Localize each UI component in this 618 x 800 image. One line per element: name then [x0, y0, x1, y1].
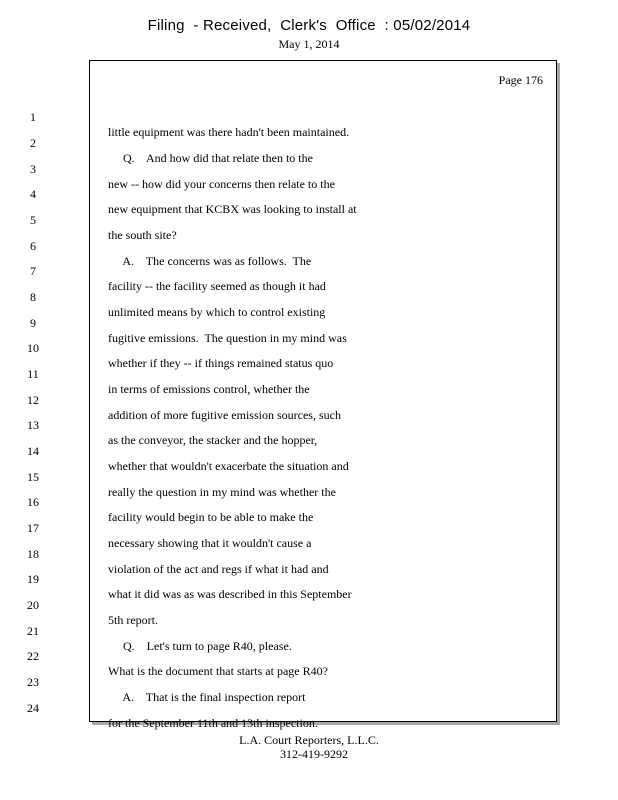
- line-text: new equipment that KCBX was looking to install at: [108, 202, 357, 216]
- line-number: 6: [30, 239, 36, 253]
- line-text: A. The concerns was as follows. The: [108, 254, 312, 268]
- line-number: 10: [27, 341, 39, 355]
- line-text: addition of more fugitive emission sources, such: [108, 408, 341, 422]
- transcript-line: [30, 198, 177, 242]
- transcript-line: [30, 95, 350, 139]
- line-text: 5th report.: [108, 613, 158, 627]
- line-number: 15: [27, 470, 39, 484]
- line-number: 5: [30, 213, 36, 227]
- line-number: 4: [30, 187, 36, 201]
- line-number: 8: [30, 290, 36, 304]
- line-number: 1: [30, 110, 36, 124]
- line-text: What is the document that starts at page R40?: [108, 664, 328, 678]
- line-number: 9: [30, 316, 36, 330]
- line-text: what it did was as was described in this September: [108, 587, 352, 601]
- line-number: 7: [30, 264, 36, 278]
- line-text: whether that wouldn't exacerbate the situation and: [108, 459, 349, 473]
- line-number: 16: [27, 495, 39, 509]
- line-text: Q. And how did that relate then to the: [108, 151, 313, 165]
- line-text: really the question in my mind was whether the: [108, 485, 336, 499]
- line-text: whether if they -- if things remained status quo: [108, 356, 334, 370]
- line-number: 20: [27, 598, 39, 612]
- line-number: 19: [27, 572, 39, 586]
- line-number: 14: [27, 444, 39, 458]
- line-text: unlimited means by which to control existing: [108, 305, 326, 319]
- line-number: 23: [27, 675, 39, 689]
- line-text: necessary showing that it wouldn't cause a: [108, 536, 312, 550]
- line-number: 11: [27, 367, 39, 381]
- transcript-line: [27, 583, 158, 627]
- line-number: 2: [30, 136, 36, 150]
- court-reporter-phone: 312-419-9292: [280, 747, 348, 761]
- line-text: Q. Let's turn to page R40, please.: [108, 639, 292, 653]
- line-text: fugitive emissions. The question in my mind was: [108, 331, 347, 345]
- line-text: in terms of emissions control, whether the: [108, 382, 310, 396]
- page-number: Page 176: [498, 73, 543, 87]
- line-text: as the conveyor, the stacker and the hopper,: [108, 433, 318, 447]
- line-number: 17: [27, 521, 39, 535]
- line-number: 3: [30, 162, 36, 176]
- deposition-date: May 1, 2014: [278, 37, 340, 51]
- line-text: the south site?: [108, 228, 177, 242]
- filing-stamp: Filing - Received, Clerk's Office : 05/02/2014: [147, 17, 471, 34]
- line-number: 13: [27, 418, 39, 432]
- line-number: 12: [27, 393, 39, 407]
- line-text: violation of the act and regs if what it had and: [108, 562, 329, 576]
- line-number: 22: [27, 649, 39, 663]
- line-number: 18: [27, 547, 39, 561]
- line-text: new -- how did your concerns then relate to the: [108, 177, 335, 191]
- line-text: A. That is the final inspection report: [108, 690, 306, 704]
- transcript-page: [27, 60, 557, 730]
- line-number: 24: [27, 701, 39, 715]
- line-text: facility would begin to be able to make the: [108, 510, 314, 524]
- line-text: for the September 11th and 13th inspection.: [108, 716, 318, 730]
- court-reporter-name: L.A. Court Reporters, L.L.C.: [239, 733, 379, 747]
- line-text: little equipment was there hadn't been maintained.: [108, 125, 350, 139]
- line-number: 21: [27, 624, 39, 638]
- line-text: facility -- the facility seemed as though it had: [108, 279, 326, 293]
